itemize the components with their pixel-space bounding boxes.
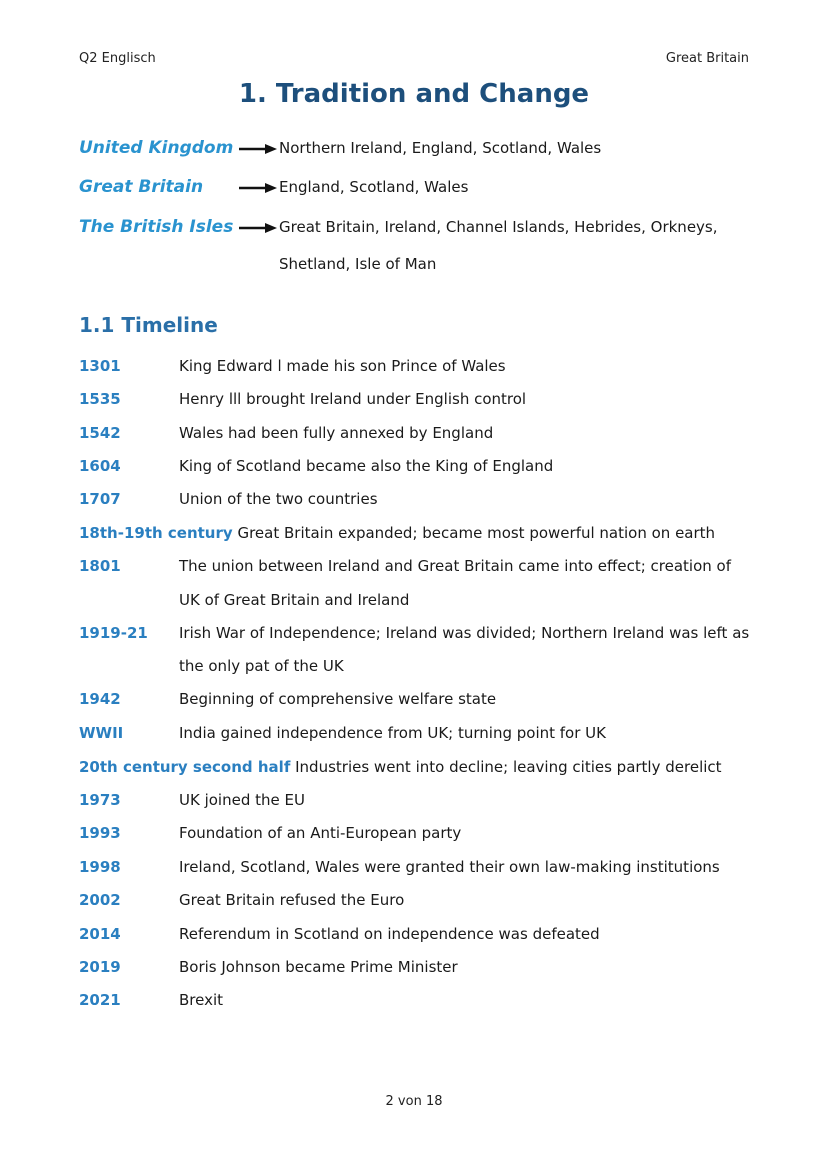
timeline-year: 1801 [79,557,121,575]
page-number: 2 von 18 [385,1094,443,1109]
timeline-year: 2021 [79,991,121,1009]
timeline-event: Industries went into decline; leaving cities partly derelict [295,758,722,776]
definition-value: Great Britain, Ireland, Channel Islands, Hebrides, Orkneys, [279,218,718,236]
header-topic: Great Britain [665,51,749,66]
timeline-event: The union between Ireland and Great Britain came into effect; creation of [179,557,731,575]
timeline-year: 2019 [79,958,121,976]
timeline-year: WWII [79,724,124,742]
arrow-right-icon [239,223,277,233]
timeline-event: Great Britain expanded; became most powerful nation on earth [237,524,716,542]
timeline-year: 1604 [79,457,121,475]
timeline-event: Irish War of Independence; Ireland was divided; Northern Ireland was left as [179,624,750,642]
definition-value: England, Scotland, Wales [279,178,469,196]
timeline-event: Union of the two countries [179,490,378,508]
timeline-year: 18th-19th century [79,524,233,542]
header-subject: Q2 Englisch [79,51,156,66]
section-heading: 1.1 Timeline [79,313,218,337]
timeline-event: King Edward l made his son Prince of Wales [179,357,506,375]
timeline-year: 1542 [79,424,121,442]
definition-row [79,177,759,201]
timeline-event-continued: UK of Great Britain and Ireland [179,591,410,609]
timeline-year: 20th century second half [79,758,291,776]
definition-term: United Kingdom [79,138,234,158]
timeline-entry [79,758,759,776]
timeline-year: 1301 [79,357,121,375]
timeline-event: Foundation of an Anti-European party [179,824,462,842]
timeline-event-continued: the only pat of the UK [179,657,344,675]
timeline-year: 2014 [79,925,121,943]
timeline-year: 1919-21 [79,624,148,642]
timeline-event: King of Scotland became also the King of England [179,457,554,475]
timeline-year: 2002 [79,891,121,909]
timeline-event: India gained independence from UK; turning point for UK [179,724,606,742]
timeline-event: Brexit [179,991,224,1009]
page-title: 1. Tradition and Change [238,79,590,109]
timeline-event: Wales had been fully annexed by England [179,424,494,442]
timeline-year: 1998 [79,858,121,876]
timeline-event: Great Britain refused the Euro [179,891,405,909]
timeline-year: 1942 [79,690,121,708]
timeline-year: 1973 [79,791,121,809]
timeline-event: Boris Johnson became Prime Minister [179,958,458,976]
timeline-year: 1535 [79,390,121,408]
arrow-right-icon [239,144,277,154]
definition-value-continued: Shetland, Isle of Man [279,255,437,273]
timeline-event: Beginning of comprehensive welfare state [179,690,497,708]
timeline-entry [79,524,759,542]
definition-term: The British Isles [79,217,234,237]
arrow-right-icon [239,183,277,193]
timeline-event: Ireland, Scotland, Wales were granted their own law-making institutions [179,858,720,876]
timeline-year: 1993 [79,824,121,842]
timeline-event: Referendum in Scotland on independence was defeated [179,925,600,943]
definition-row [79,217,759,241]
definition-value: Northern Ireland, England, Scotland, Wales [279,139,602,157]
definition-term: Great Britain [79,177,204,197]
timeline-event: UK joined the EU [179,791,305,809]
timeline-event: Henry lll brought Ireland under English control [179,390,527,408]
timeline-year: 1707 [79,490,121,508]
definition-row [79,138,759,162]
